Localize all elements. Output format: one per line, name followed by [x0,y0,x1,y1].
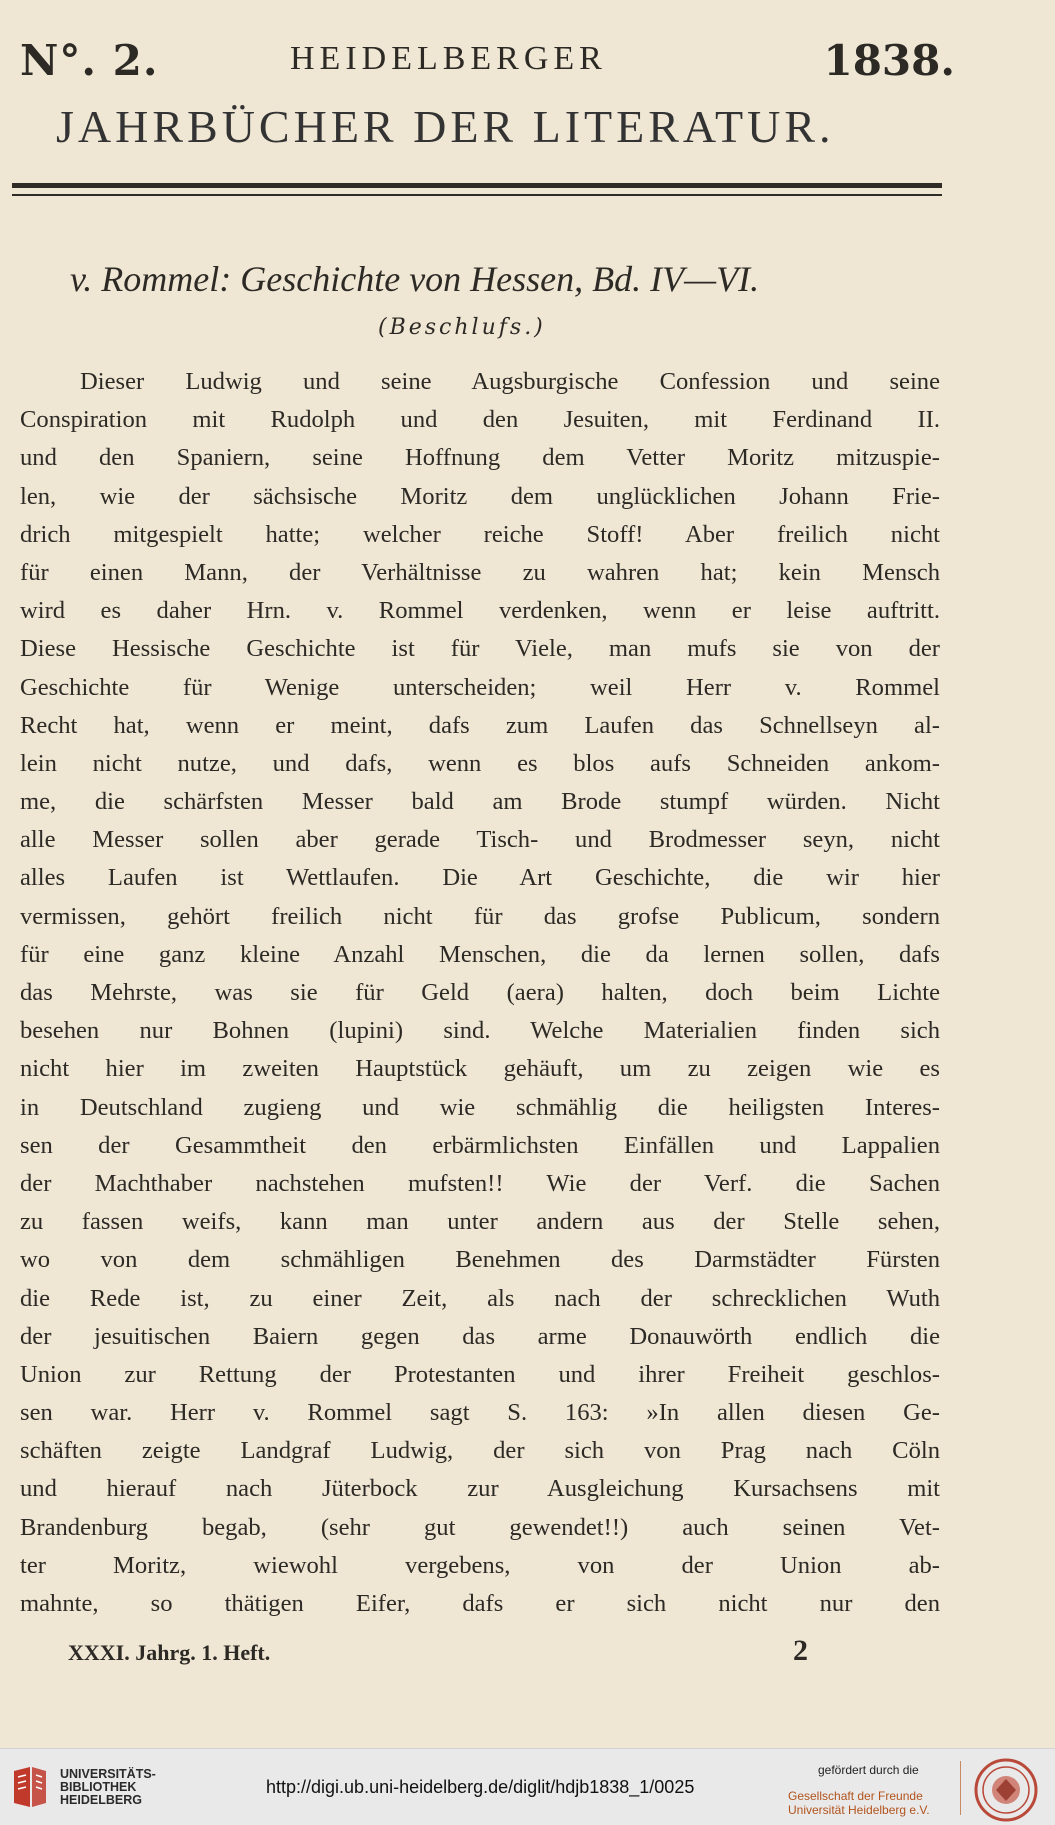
text-line: sen der Gesammtheit den erbärmlichsten Einfällen und Lappalien [20,1131,940,1159]
text-line: besehen nur Bohnen (lupini) sind. Welche Materialien finden sich [20,1017,940,1045]
text-line: ter Moritz, wiewohl vergebens, von der Union ab- [20,1551,940,1579]
text-line: Recht hat, wenn er meint, dafs zum Laufen das Schnellseyn al- [20,711,940,739]
header-rule-thin [12,194,942,196]
text-line: in Deutschland zugieng und wie schmählig die heiligsten Interes- [20,1093,940,1121]
article-subtitle: (Beschlufs.) [378,315,546,340]
text-line: Geschichte für Wenige unterscheiden; weil Herr v. Rommel [20,673,940,701]
text-line: wird es daher Hrn. v. Rommel verdenken, wenn er leise auftritt. [20,597,940,625]
sponsor-name-line1: Gesellschaft der Freunde [788,1789,923,1803]
text-line: und hierauf nach Jüterbock zur Ausgleichung Kursachsens mit [20,1475,940,1503]
sponsor-label: gefördert durch die [818,1763,919,1777]
text-line: Diese Hessische Geschichte ist für Viele, man mufs sie von der [20,635,940,663]
text-line: sen war. Herr v. Rommel sagt S. 163: »In allen diesen Ge- [20,1399,940,1427]
page-footer [68,1634,808,1676]
text-line: das Mehrste, was sie für Geld (aera) halten, doch beim Lichte [20,979,940,1006]
sponsor-name-line2: Universität Heidelberg e.V. [788,1803,930,1817]
text-line: drich mitgespielt hatte; welcher reiche Stoff! Aber freilich nicht [20,520,940,548]
text-line: zu fassen weifs, kann man unter andern aus der Stelle sehen, [20,1208,940,1236]
publication-name: HEIDELBERGER [290,40,607,77]
masthead [0,28,1055,88]
viewer-footer-bar [0,1748,1055,1825]
library-logo-text: UNIVERSITÄTS- BIBLIOTHEK HEIDELBERG [60,1767,156,1807]
university-seal-icon [970,1757,1042,1823]
issue-number: N°. 2. [20,36,159,85]
header-rule-thick [12,183,942,188]
text-line: alle Messer sollen aber gerade Tisch- und Brodmesser seyn, nicht [20,826,940,854]
text-line: der Machthaber nachstehen mufsten!! Wie der Verf. die Sachen [20,1169,940,1197]
publication-year: 1838. [823,36,955,85]
text-line: Union zur Rettung der Protestanten und ihrer Freiheit geschlos- [20,1360,940,1388]
text-line: schäften zeigte Landgraf Ludwig, der sich von Prag nach Cöln [20,1437,940,1465]
text-line: vermissen, gehört freilich nicht für das grofse Publicum, sondern [20,902,940,930]
text-line: me, die schärfsten Messer bald am Brode stumpf würden. Nicht [20,788,940,816]
text-line: für eine ganz kleine Anzahl Menschen, die da lernen sollen, dafs [20,940,940,968]
library-logo-icon [10,1765,50,1811]
text-line: len, wie der sächsische Moritz dem unglücklichen Johann Frie- [20,482,940,510]
text-line: nicht hier im zweiten Hauptstück gehäuft, um zu zeigen wie es [20,1055,940,1083]
article-title: v. Rommel: Geschichte von Hessen, Bd. IV—VI. [70,259,760,299]
text-line: der jesuitischen Baiern gegen das arme Donauwörth endlich die [20,1322,940,1350]
signature-mark: 2 [793,1634,808,1667]
text-line: für einen Mann, der Verhältnisse zu wahren hat; kein Mensch [20,558,940,586]
text-line: lein nicht nutze, und dafs, wenn es blos aufs Schneiden ankom- [20,749,940,777]
text-line: und den Spaniern, seine Hoffnung dem Vetter Moritz mitzuspie- [20,444,940,472]
text-line: wo von dem schmähligen Benehmen des Darmstädter Fürsten [20,1246,940,1274]
text-line: Brandenburg begab, (sehr gut gewendet!!) auch seinen Vet- [20,1513,940,1541]
text-line: alles Laufen ist Wettlaufen. Die Art Geschichte, die wir hier [20,864,940,892]
permalink-url[interactable]: http://digi.ub.uni-heidelberg.de/diglit/hdjb1838_1/0025 [266,1777,695,1797]
article-body [20,363,940,1623]
journal-title: JAHRBÜCHER DER LITERATUR. [56,101,835,152]
text-line: die Rede ist, zu einer Zeit, als nach der schrecklichen Wuth [20,1284,940,1312]
issue-info: XXXI. Jahrg. 1. Heft. [68,1640,271,1665]
text-line: Dieser Ludwig und seine Augsburgische Confession und seine [80,368,940,395]
text-line: Conspiration mit Rudolph und den Jesuiten, mit Ferdinand II. [20,406,940,434]
text-line: mahnte, so thätigen Eifer, dafs er sich nicht nur den [20,1590,940,1617]
sponsor-divider [960,1761,961,1815]
